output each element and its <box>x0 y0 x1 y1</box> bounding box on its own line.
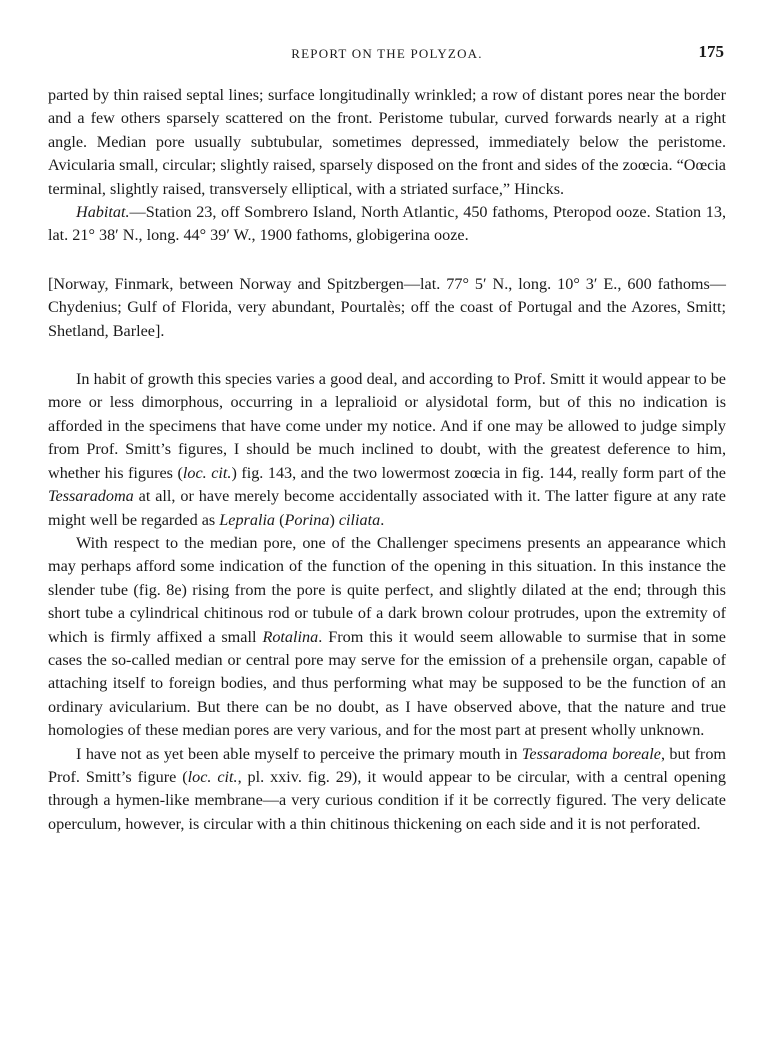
text-run: ) <box>329 510 339 529</box>
text-run: , but from Prof. Smitt’s figure ( <box>48 744 726 786</box>
text-run: With respect to the median pore, one of the Challenger specimens presents an appearance which may perhaps afford some indication of the function of the opening in this situation. In this instance the slender tube (fig. 8e) rising from the pore is quite perfect, and slightly dilated at the end; through this short tube a cylindrical chitinous rod or tubule of a dark brown colour protrudes, upon the extremity of which is firmly affixed a small <box>48 533 726 646</box>
species-name: Tessaradoma boreale <box>521 744 661 763</box>
text-run: ( <box>275 510 285 529</box>
text-run: , pl. xxiv. fig. 29), it would appear to be circular, with a central opening through a hymen-like membrane—a very curious condition if it be correctly figured. The very delicate operculum, however, is circular with a thin chitinous thickening on each side and it is not perforated. <box>48 767 726 833</box>
paragraph-habitat <box>48 201 726 248</box>
species-name: ciliata <box>338 510 381 529</box>
genus-name: Porina <box>284 510 330 529</box>
text-run: at all, or have merely become accidentally associated with it. The latter figure at any rate might well be regarded as <box>48 487 726 529</box>
paragraph-primary-mouth <box>48 743 726 837</box>
citation-loc-cit: loc. cit. <box>187 767 238 786</box>
running-head <box>48 40 726 70</box>
paragraph-habit-of-growth <box>48 368 726 532</box>
paragraph-distribution: [Norway, Finmark, between Norway and Spitzbergen—lat. 77° 5′ N., long. 10° 3′ E., 600 fathoms—Chydenius; Gulf of Florida, very abundant, Pourtalès; off the coast of Portugal and the Azores, Smitt; Shetland, Barlee]. <box>48 274 726 340</box>
text-run: . <box>380 510 385 529</box>
text-run: In habit of growth this species varies a good deal, and according to Prof. Smitt it would appear to be more or less dimorphous, occurring in a lepralioid or alysidotal form, but of this no indication is afforded in the specimens that have come under my notice. And if one may be allowed to judge simply from Prof. Smitt’s figures, I should be much inclined to doubt, with the greatest deference to him, whether his figures ( <box>48 370 726 482</box>
habitat-text: —Station 23, off Sombrero Island, North Atlantic, 450 fathoms, Pteropod ooze. Station 13, lat. 21° 38′ N., long. 44° 39′ W., 1900 fathoms, globigerina ooze. <box>48 203 726 245</box>
page <box>48 40 726 836</box>
genus-name: Rotalina <box>262 627 319 646</box>
genus-name: Tessaradoma <box>48 487 134 506</box>
text-run: I have not as yet been able myself to perceive the primary mouth in <box>76 744 522 763</box>
citation-loc-cit: loc. cit. <box>182 463 232 482</box>
text-run: ) fig. 143, and the two lowermost zoœcia in fig. 144, really form part of the <box>231 463 726 482</box>
paragraph-description: parted by thin raised septal lines; surface longitudinally wrinkled; a row of distant pores near the border and a few others sparsely scattered on the front. Peristome tubular, curved forwards nearly at a right angle. Median pore usually subtubular, sometimes depressed, immediately below the peristome. Avicularia small, circular; slightly raised, sparsely disposed on the front and sides of the zoœcia. “Oœcia terminal, slightly raised, transversely elliptical, with a striated surface,” Hincks. <box>48 86 726 198</box>
running-title: REPORT ON THE POLYZOA. <box>291 46 483 61</box>
page-number: 175 <box>698 42 724 61</box>
genus-name: Lepralia <box>219 510 276 529</box>
text-run: . From this it would seem allowable to surmise that in some cases the so-called median or central pore may serve for the emission of a prehensile organ, capable of attaching itself to foreign bodies, and thus performing what may be supposed to be the function of an ordinary avicularium. But there can be no doubt, as I have observed above, that the nature and true homologies of these median pores are very various, and for the most part at present wholly unknown. <box>48 627 726 740</box>
paragraph-median-pore <box>48 532 726 743</box>
habitat-label: Habitat. <box>76 203 130 222</box>
